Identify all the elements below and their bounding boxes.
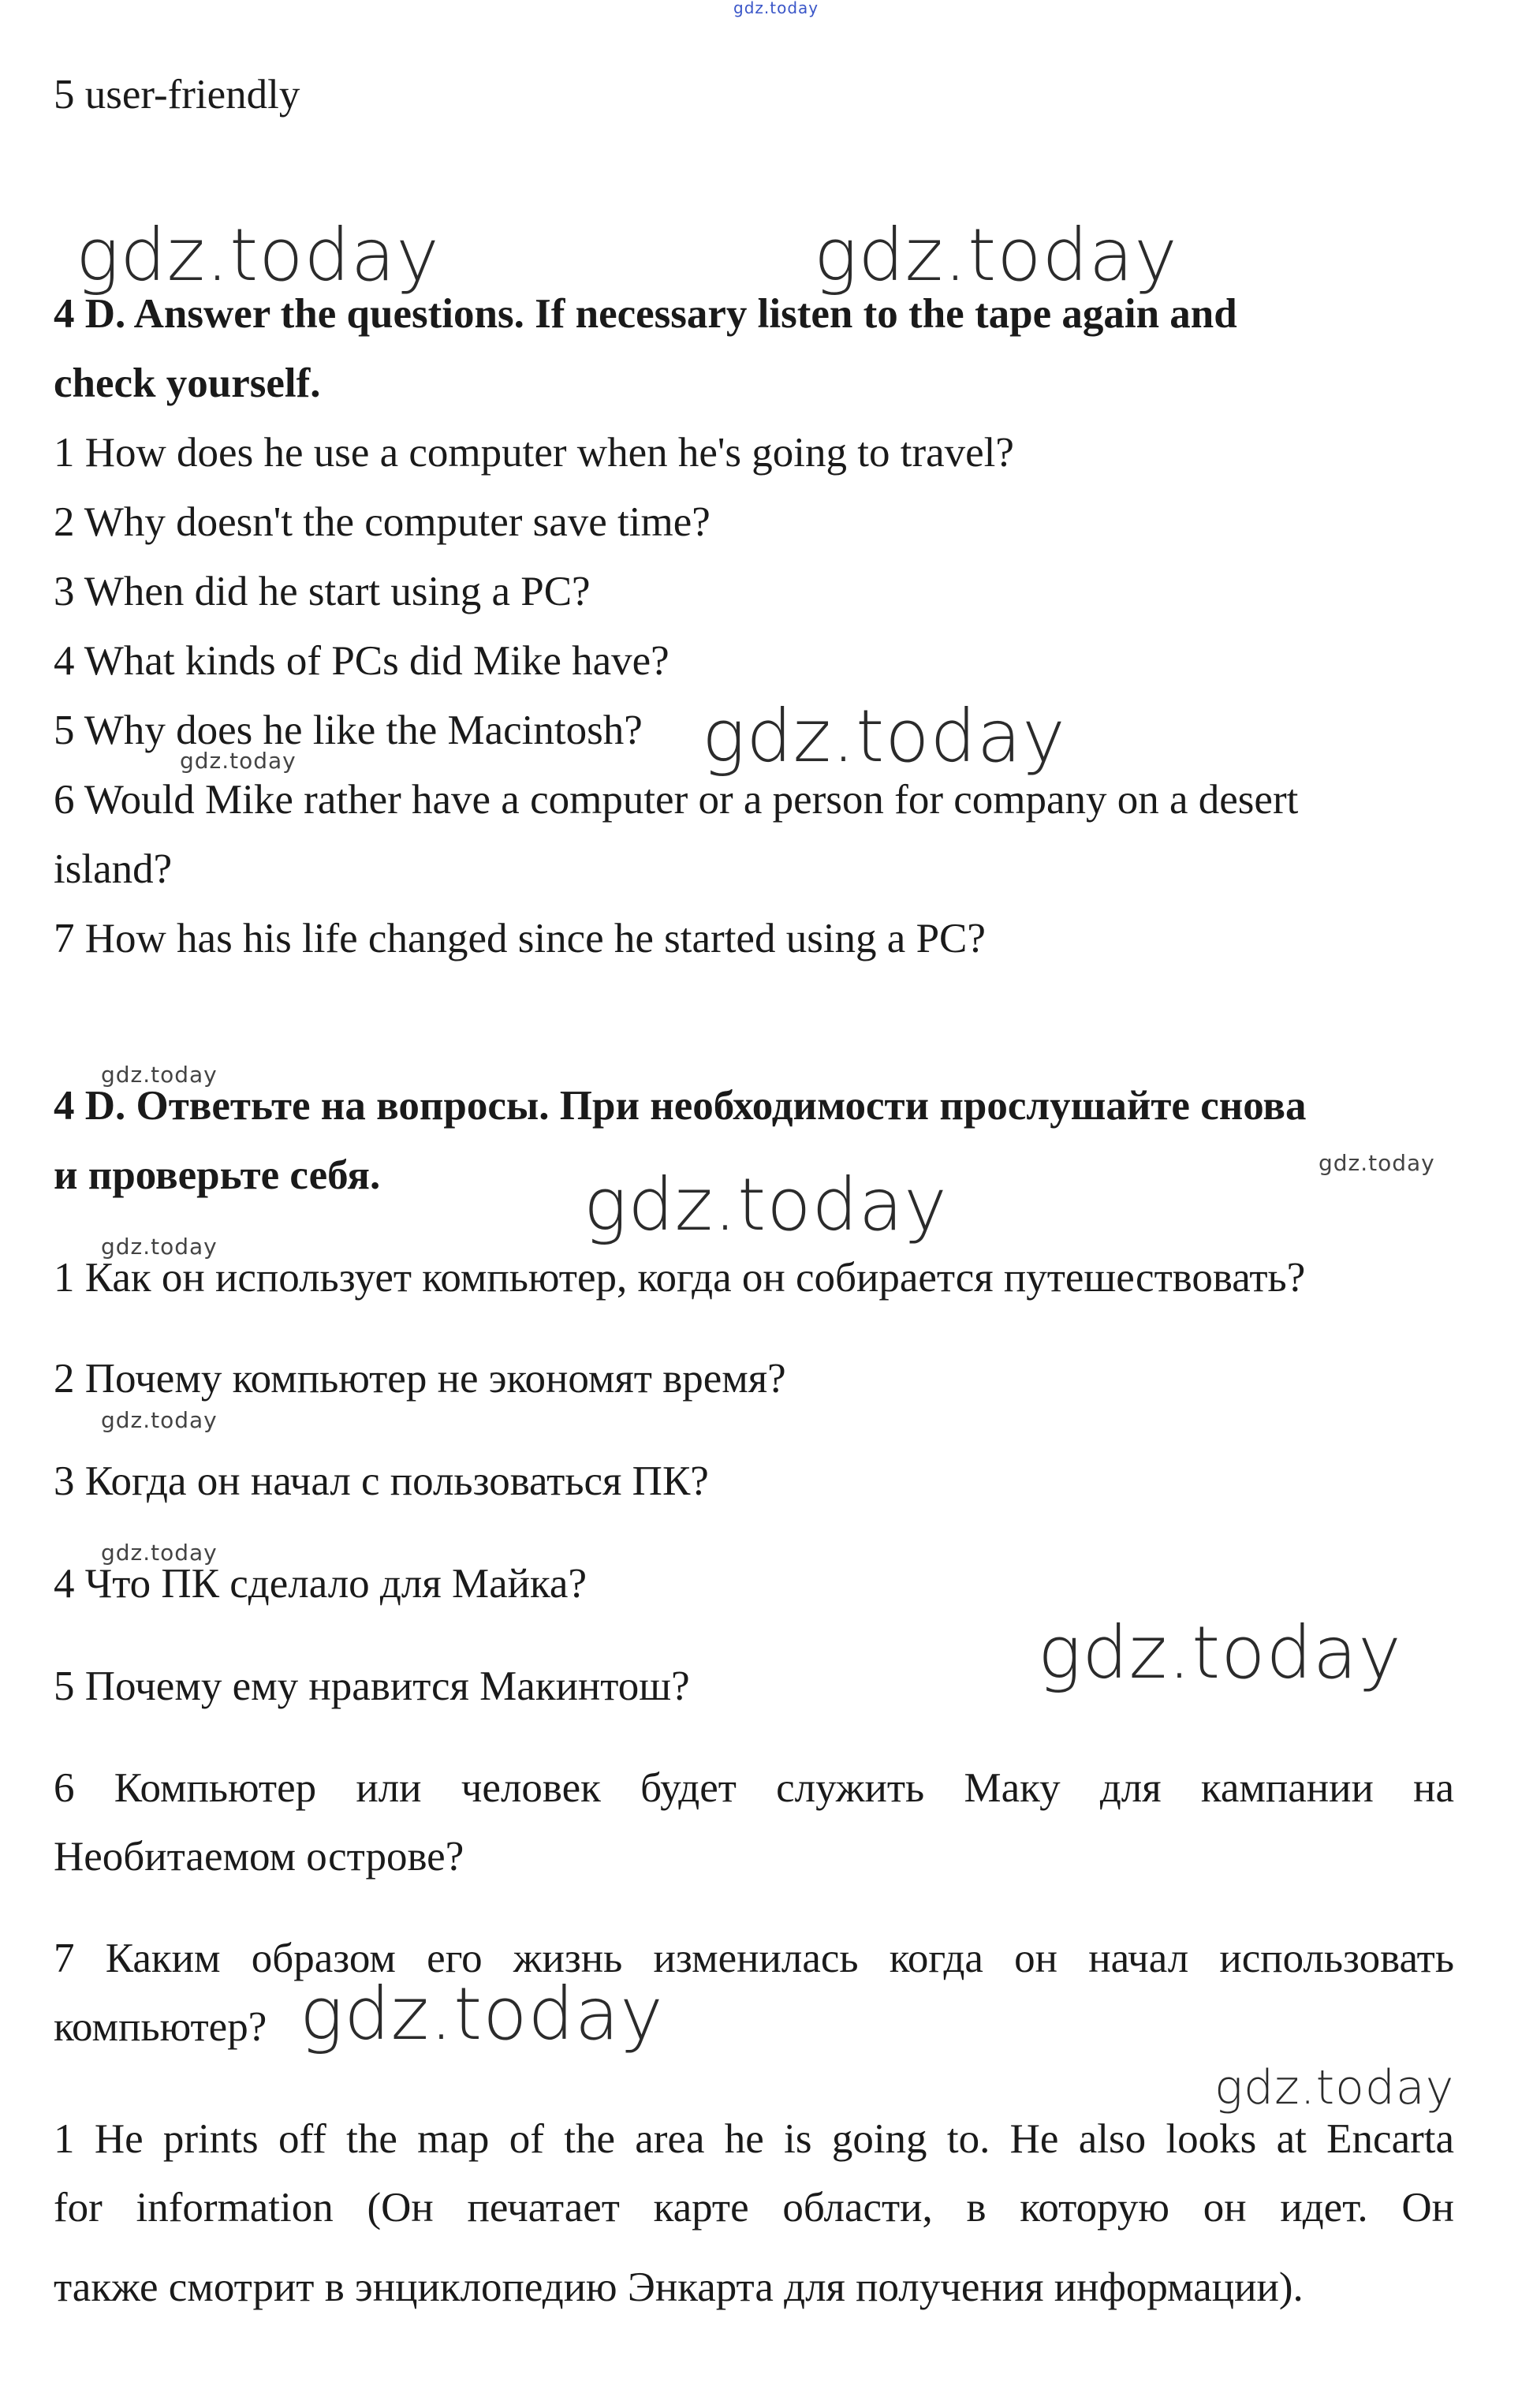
watermark-large: gdz.today: [300, 1972, 664, 2056]
question-6-en-cont: island?: [54, 846, 173, 892]
question-1-en: 1 How does he use a computer when he's going to travel?: [54, 430, 1014, 476]
watermark-large: gdz.today: [814, 213, 1178, 297]
answer-1-line-2: for information (Он печатает карте области, в которую он идет. Он: [54, 2185, 1454, 2231]
question-6-en: 6 Would Mike rather have a computer or a person for company on a desert: [54, 777, 1299, 823]
exercise-heading-ru-cont: и проверьте себя.: [54, 1152, 381, 1198]
watermark-small: gdz.today: [180, 748, 297, 774]
question-1-ru: 1 Как он использует компьютер, когда он собирается путешествовать?: [54, 1255, 1306, 1301]
watermark-large: gdz.today: [1038, 1611, 1402, 1695]
question-6-ru-cont: Необитаемом острове?: [54, 1834, 464, 1880]
watermark-large: gdz.today: [76, 213, 440, 297]
exercise-heading-en: 4 D. Answer the questions. If necessary listen to the tape again and: [54, 291, 1237, 337]
question-5-ru: 5 Почему ему нравится Макинтош?: [54, 1663, 690, 1709]
question-7-ru: 7 Каким образом его жизнь изменилась когда он начал использовать: [54, 1936, 1454, 1981]
question-7-en: 7 How has his life changed since he started using a PC?: [54, 916, 986, 961]
watermark-small: gdz.today: [1319, 1150, 1435, 1176]
question-5-en: 5 Why does he like the Macintosh?: [54, 707, 643, 753]
watermark-small: gdz.today: [101, 1234, 218, 1260]
answer-1-line-3: также смотрит в энциклопедию Энкарта для получения информации).: [54, 2264, 1304, 2310]
question-3-ru: 3 Когда он начал с пользоваться ПК?: [54, 1458, 709, 1504]
exercise-heading-ru: 4 D. Ответьте на вопросы. При необходимости прослушайте снова: [54, 1083, 1307, 1129]
question-4-ru: 4 Что ПК сделало для Майка?: [54, 1561, 587, 1607]
question-2-en: 2 Why doesn't the computer save time?: [54, 499, 711, 545]
answer-1-line-1: 1 He prints off the map of the area he is going to. He also looks at Encarta: [54, 2116, 1454, 2162]
question-2-ru: 2 Почему компьютер не экономят время?: [54, 1356, 786, 1402]
watermark-small: gdz.today: [101, 1062, 218, 1088]
watermark-medium: gdz.today: [1214, 2060, 1455, 2115]
watermark-small: gdz.today: [101, 1407, 218, 1433]
question-6-ru: 6 Компьютер или человек будет служить Маку для кампании на: [54, 1765, 1454, 1811]
question-3-en: 3 When did he start using a PC?: [54, 569, 591, 614]
question-7-ru-cont: компьютер?: [54, 2004, 267, 2050]
answer-5-text: 5 user-friendly: [54, 72, 300, 118]
question-4-en: 4 What kinds of PCs did Mike have?: [54, 638, 670, 684]
watermark-top: gdz.today: [733, 0, 819, 17]
watermark-large: gdz.today: [702, 694, 1066, 778]
exercise-heading-en-cont: check yourself.: [54, 360, 321, 406]
watermark-large: gdz.today: [584, 1163, 948, 1247]
watermark-small: gdz.today: [101, 1540, 218, 1566]
